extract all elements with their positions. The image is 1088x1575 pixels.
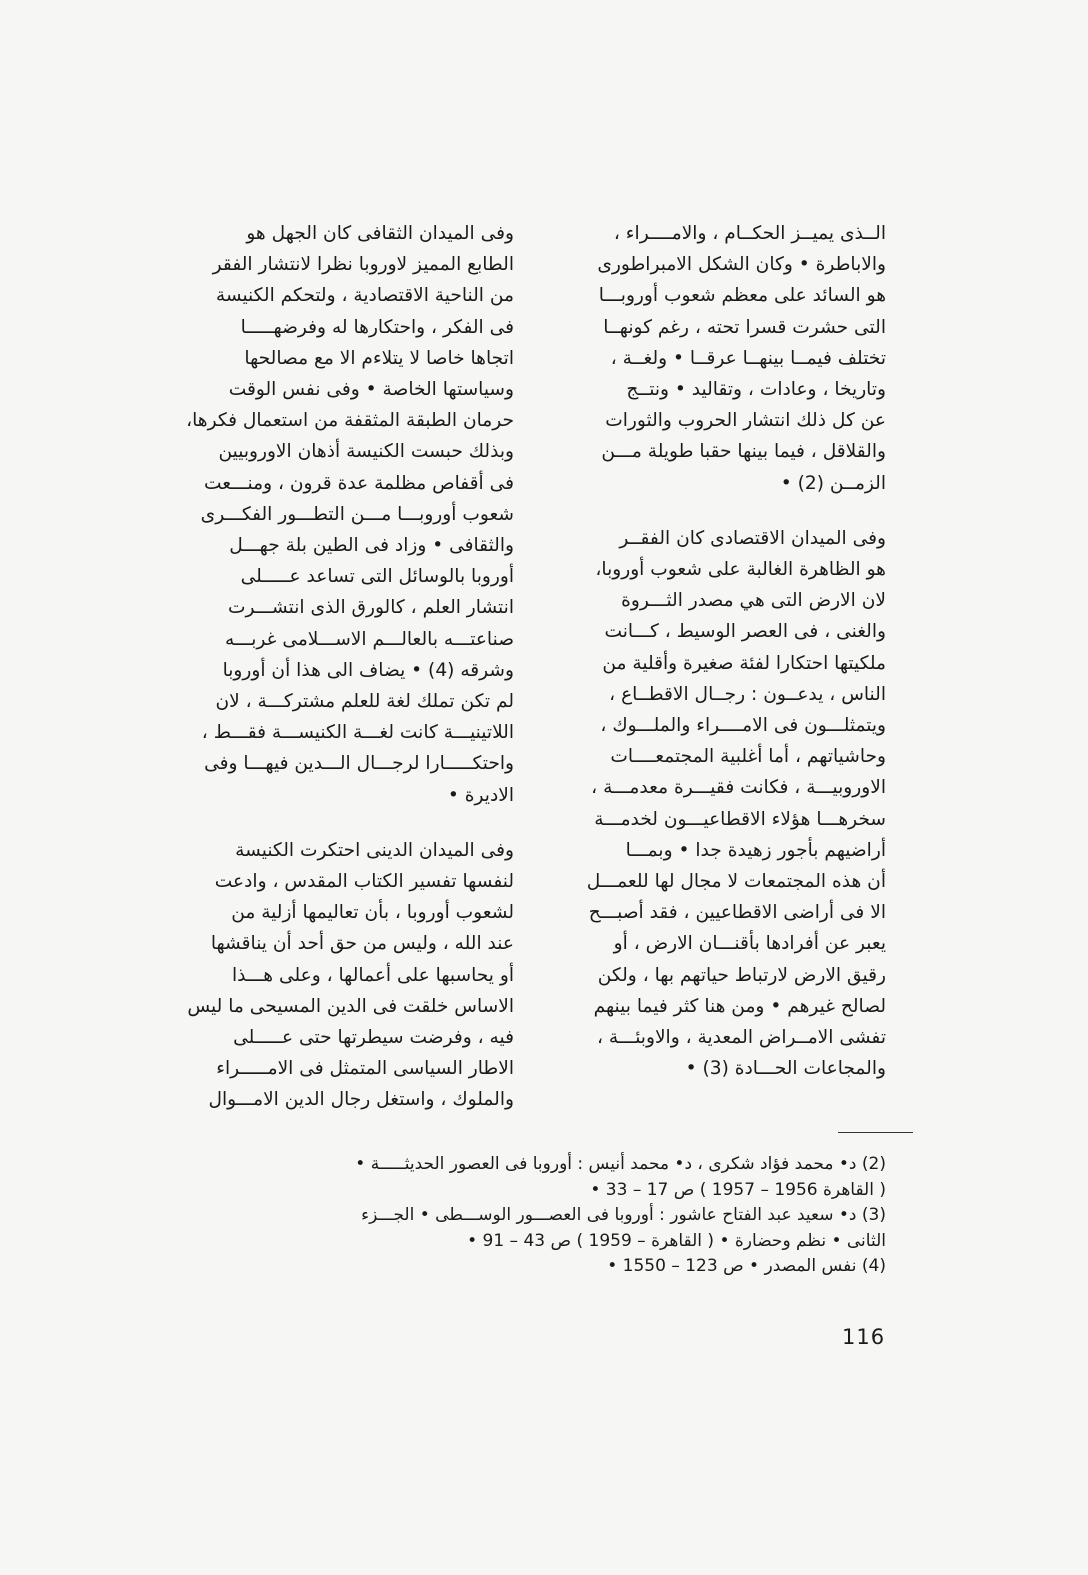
text-line: وفى الميدان الثقافى كان الجهل هو [246, 223, 514, 244]
text-line: لم تكن تملك لغة للعلم مشتركـــة ، لان [215, 691, 514, 713]
text-line: لان الارض التى هي مصدر الثـــروة [621, 590, 886, 612]
text-line: ملكيتها احتكارا لفئة صغيرة وأقلية من [602, 652, 886, 674]
text-line: اللاتينيـــة كانت لغـــة الكنيســـة فقـــط ، [201, 722, 514, 744]
footnote-line: الثانى • نظم وحضارة • ( القاهرة – 1959 ) ص 43 – 91 • [467, 1230, 886, 1251]
text-line: الطابع المميز لاوروبا نظرا لانتشار الفقر [212, 254, 514, 276]
text-line: تختلف فيمــا بينهــا عرقــا • ولغــة ، [610, 347, 886, 369]
text-line: واحتكـــــارا لرجـــال الـــدين فيهـــا وفى [204, 753, 514, 775]
footnote-divider [838, 1132, 913, 1133]
text-line: الــذى يميــز الحكــام ، والامــــراء ، [613, 223, 886, 244]
text-line: وحاشياتهم ، أما أغلبية المجتمعــــات [610, 746, 886, 768]
text-line: لصالح غيرهم • ومن هنا كثر فيما بينهم [593, 995, 886, 1017]
text-line: وسياستها الخاصة • وفى نفس الوقت [228, 379, 514, 401]
text-line: أو يحاسبها على أعمالها ، وعلى هـــذا [231, 964, 514, 986]
text-line: أوروبا بالوسائل التى تساعد عـــــلى [240, 566, 514, 588]
text-line: يعبر عن أفرادها بأقنـــان الارض ، أو [613, 933, 886, 955]
footnote-line: (4) نفس المصدر • ص 123 – 1550 • [607, 1256, 886, 1276]
text-line: فيه ، وفرضت سيطرتها حتى عـــــلى [233, 1027, 514, 1049]
text-line: الاوروبيـــة ، فكانت فقيـــرة معدمـــة ، [591, 777, 886, 799]
text-line: وشرقه (4) • يضاف الى هذا أن أوروبا [222, 659, 514, 681]
text-line: وتاريخا ، وعادات ، وتقاليد • ونتــج [626, 379, 886, 401]
text-line: والمجاعات الحـــادة (3) • [685, 1058, 886, 1080]
right-text-column [546, 218, 886, 1084]
text-line: الاطار السياسى المتمثل فى الامـــــراء [216, 1058, 514, 1080]
page-number: 116 [842, 1325, 886, 1349]
text-line: ويتمثلـــون فى الامــــراء والملـــوك ، [600, 715, 886, 737]
text-line: وفى الميدان الدينى احتكرت الكنيسة [235, 839, 514, 861]
text-line: هو السائد على معظم شعوب أوروبـــا [598, 285, 886, 307]
text-line: رقيق الارض لارتباط حياتهم بها ، ولكن [597, 964, 886, 986]
text-line: الا فى أراضى الاقطاعيين ، فقد أصبـــح [588, 902, 886, 924]
text-line: والاباطرة • وكان الشكل الامبراطورى [597, 254, 886, 276]
text-line: وبذلك حبست الكنيسة أذهان الاوروبيين [218, 441, 514, 463]
text-line: الاديرة • [447, 784, 514, 806]
text-line: فى الفكر ، واحتكارها له وفرضهـــــا [240, 316, 514, 338]
text-line: سخرهـــا هؤلاء الاقطاعيـــون لخدمـــة [594, 808, 886, 830]
text-line: انتشار العلم ، كالورق الذى انتشـــرت [227, 597, 514, 619]
text-line: التى حشرت قسرا تحته ، رغم كونهــا [603, 316, 886, 338]
text-line: الاساس خلقت فى الدين المسيحى ما ليس [187, 995, 514, 1017]
text-line: صناعتـــه بالعالـــم الاســـلامى غربـــه [224, 628, 514, 650]
text-line: تفشى الامــراض المعدية ، والاوبئـــة ، [596, 1027, 886, 1049]
text-line: حرمان الطبقة المثقفة من استعمال فكرها، [186, 410, 514, 432]
footnote-line: (2) د• محمد فؤاد شكرى ، د• محمد أنيس : أوروبا فى العصور الحديثـــــة • [355, 1154, 886, 1174]
text-line: وفى الميدان الاقتصادى كان الفقــر [619, 527, 886, 549]
paragraph-religious [174, 835, 514, 1116]
footnote-line: (3) د• سعيد عبد الفتاح عاشور : أوروبا فى العصـــور الوســـطى • الجـــزء [361, 1205, 886, 1225]
text-line: عن كل ذلك انتشار الحروب والثورات [605, 410, 886, 432]
paragraph-empires [546, 218, 886, 499]
text-line: والغنى ، فى العصر الوسيط ، كـــانت [604, 621, 886, 643]
text-line: لنفسها تفسير الكتاب المقدس ، وادعت [214, 871, 514, 893]
text-line: شعوب أوروبـــا مـــن التطـــور الفكـــرى [200, 503, 514, 525]
footnote-line: ( القاهرة 1956 – 1957 ) ص 17 – 33 • [590, 1179, 886, 1200]
text-line: أن هذه المجتمعات لا مجال لها للعمـــل [586, 871, 886, 893]
text-line: عند الله ، وليس من حق أحد أن يناقشها [210, 933, 514, 955]
text-line: فى أقفاص مظلمة عدة قرون ، ومنـــعت [203, 472, 514, 494]
text-line: أراضيهم بأجور زهيدة جدا • وبمـــا [625, 839, 886, 861]
left-text-column [174, 218, 514, 1116]
text-line: والملوك ، واستغل رجال الدين الامـــوال [208, 1089, 514, 1111]
footnotes [164, 1152, 886, 1280]
text-line: لشعوب أوروبا ، بأن تعاليمها أزلية من [231, 902, 514, 924]
text-line: الزمــن (2) • [780, 472, 886, 494]
text-line: من الناحية الاقتصادية ، ولتحكم الكنيسة [215, 285, 514, 307]
text-line: هو الظاهرة الغالبة على شعوب أوروبا، [595, 559, 886, 581]
paragraph-cultural [174, 218, 514, 811]
paragraph-economic [546, 523, 886, 1085]
text-line: اتجاها خاصا لا يتلاءم الا مع مصالحها [244, 347, 514, 369]
text-line: والثقافى • وزاد فى الطين بلة جهـــل [229, 535, 514, 557]
text-line: والقلاقل ، فيما بينها حقبا طويلة مـــن [601, 441, 886, 463]
text-line: الناس ، يدعــون : رجــال الاقطــاع ، [609, 683, 886, 705]
